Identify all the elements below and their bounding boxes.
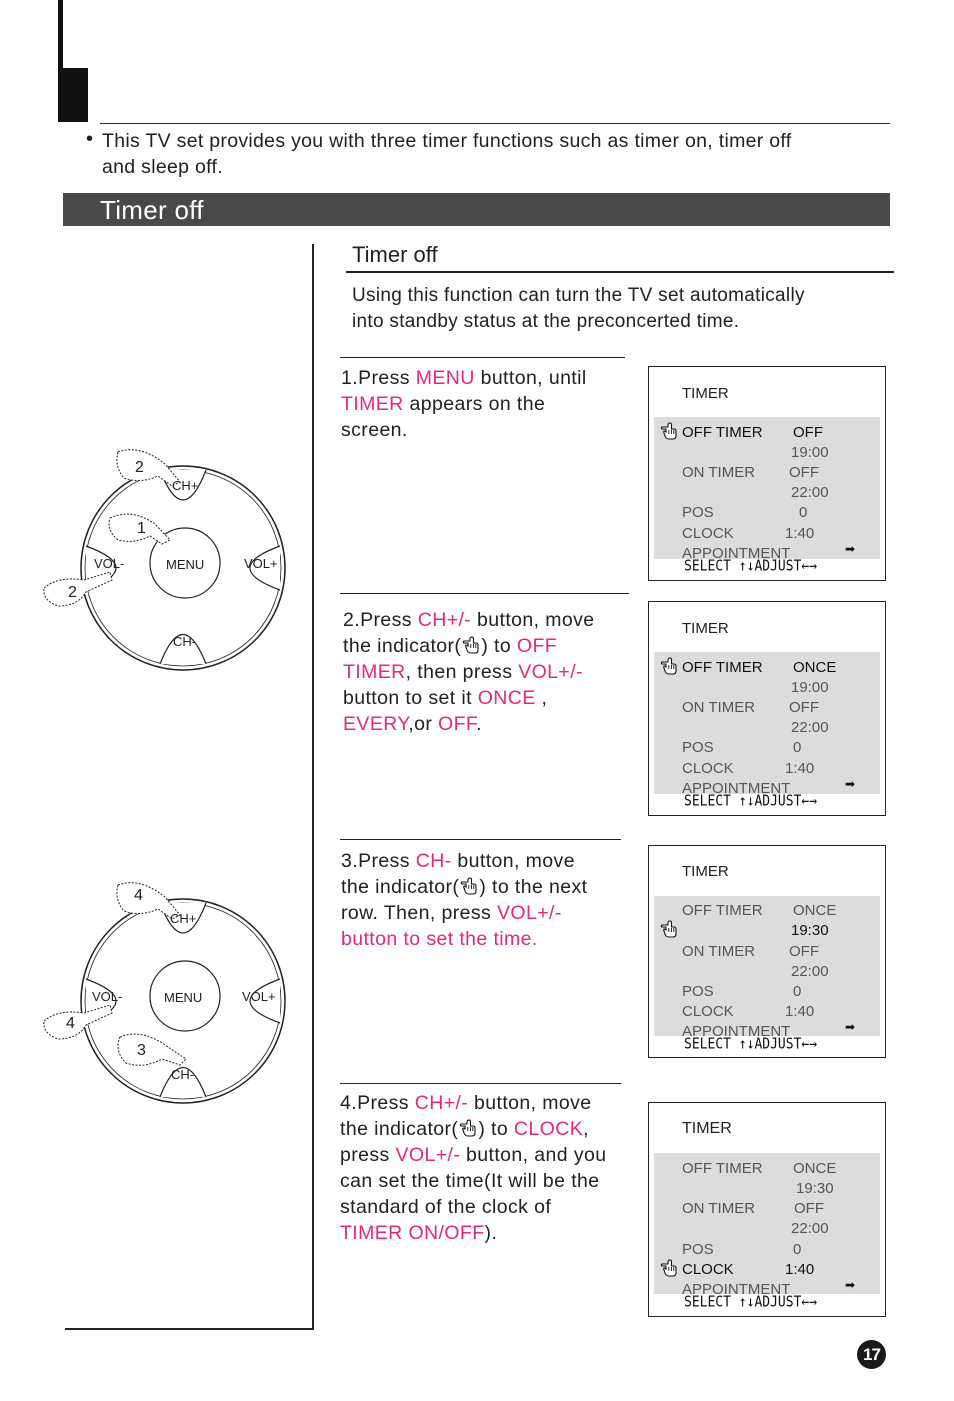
on-timer-time: 22:00 [791,963,829,980]
on-timer-value: OFF [789,699,819,716]
timer-menu-panel-4 [648,1102,886,1317]
panel-footer: SELECT ↑↓ADJUST←→ [684,557,818,576]
remote-ch-plus[interactable]: CH+ [170,911,197,926]
section-title: Timer off [352,242,438,267]
on-timer-time: 22:00 [791,719,829,736]
remote-vol-minus[interactable]: VOL- [92,989,123,1004]
arrow-right-icon: ➡ [845,542,856,556]
remote-marker: 4 [66,1015,75,1032]
arrow-right-icon: ➡ [845,1278,856,1292]
pos-value: 0 [793,739,802,756]
page-number: 17 [863,1345,880,1364]
section-desc-line-1: Using this function can turn the TV set automatically [352,285,805,306]
section-desc-line-2: into standby status at the preconcerted time. [352,311,740,332]
off-timer-value: ONCE [793,902,837,919]
arrow-right-icon: ➡ [845,1020,856,1034]
step-2-text: 2.Press CH+/- button, move the indicator( ) to OFF TIMER, then press VOL+/- button to set it ONCE , EVERY,or OFF. [343,609,595,735]
step-4-rule [340,1083,621,1084]
clock-label: CLOCK [682,525,734,542]
on-timer-label: ON TIMER [682,1200,756,1217]
remote-ch-minus[interactable]: CH- [173,634,197,649]
remote-marker: 2 [68,584,77,601]
off-timer-label: OFF TIMER [682,424,763,441]
on-timer-label: ON TIMER [682,943,756,960]
on-timer-label: ON TIMER [682,464,756,481]
remote-marker: 4 [134,887,143,904]
pos-label: POS [682,983,714,1000]
intro-line-1: This TV set provides you with three timer functions such as timer on, timer off [102,130,792,152]
off-timer-value: OFF [793,424,823,441]
corner-tab-notch [63,0,88,68]
pointer-hand-icon [458,1118,478,1138]
pointer-hand-icon [659,656,679,676]
remote-marker: 3 [137,1042,146,1059]
column-divider [312,244,314,1329]
on-timer-time: 22:00 [791,484,829,501]
pointer-hand-icon [461,635,481,655]
panel-title: TIMER [682,1120,732,1137]
off-timer-label: OFF TIMER [682,902,763,919]
pos-label: POS [682,504,714,521]
clock-label: CLOCK [682,1261,734,1278]
on-timer-value: OFF [794,1200,824,1217]
clock-value: 1:40 [785,525,815,542]
step-3-text: 3.Press CH- button, move the indicator( ) to the next row. Then, press VOL+/- button to set the time. [341,850,588,950]
pointer-hand-icon [659,421,679,441]
remote-menu[interactable]: MENU [166,557,205,572]
timer-menu-panel-3 [648,845,886,1058]
off-timer-time: 19:30 [796,1180,834,1197]
pos-value: 0 [793,983,802,1000]
pos-value: 0 [799,504,808,521]
panel-footer: SELECT ↑↓ADJUST←→ [684,1035,818,1054]
on-timer-label: ON TIMER [682,699,756,716]
on-timer-time: 22:00 [791,1220,829,1237]
bottom-rule [65,1328,314,1330]
pointer-hand-icon [659,1258,679,1278]
remote-vol-plus[interactable]: VOL+ [244,556,278,571]
pos-label: POS [682,1241,714,1258]
on-timer-value: OFF [789,943,819,960]
step-2-rule [340,593,629,594]
appointment-label: APPOINTMENT [682,545,791,562]
step-3-rule [340,839,621,840]
off-timer-time: 19:30 [791,922,829,939]
pointer-hand-icon [659,919,679,939]
step-4-text: 4.Press CH+/- button, move the indicator( ) to CLOCK, press VOL+/- button, and you can set the time(It will be the standard of the clock of TIMER ON/OFF). [340,1092,607,1244]
panel-title: TIMER [682,863,729,880]
pointer-hand-icon [459,876,479,896]
remote-ch-minus[interactable]: CH- [171,1067,195,1082]
pos-value: 0 [793,1241,802,1258]
remote-vol-plus[interactable]: VOL+ [242,989,276,1004]
remote-ch-plus[interactable]: CH+ [172,478,199,493]
appointment-label: APPOINTMENT [682,1023,791,1040]
header-rule [100,123,890,124]
off-timer-value: ONCE [793,1160,837,1177]
clock-value: 1:40 [785,1261,815,1278]
off-timer-time: 19:00 [791,679,829,696]
step-1-text: 1.Press MENU button, until TIMER appears on the screen. [341,367,587,441]
remote-marker: 2 [135,459,144,476]
panel-footer: SELECT ↑↓ADJUST←→ [684,1293,818,1312]
on-timer-value: OFF [789,464,819,481]
off-timer-label: OFF TIMER [682,1160,763,1177]
panel-title: TIMER [682,620,729,637]
remote-marker: 1 [137,520,146,537]
pos-label: POS [682,739,714,756]
clock-value: 1:40 [785,1003,815,1020]
appointment-label: APPOINTMENT [682,1281,791,1298]
clock-value: 1:40 [785,760,815,777]
banner-title: Timer off [100,195,204,225]
timer-menu-panel-2 [648,601,886,816]
section-title-rule [346,271,894,273]
step-1-rule [340,357,625,358]
intro-bullet: • [86,128,94,150]
off-timer-value: ONCE [793,659,837,676]
remote-menu[interactable]: MENU [164,990,203,1005]
panel-title: TIMER [682,385,729,402]
clock-label: CLOCK [682,1003,734,1020]
intro-line-2: and sleep off. [102,156,223,178]
panel-footer: SELECT ↑↓ADJUST←→ [684,792,818,811]
remote-vol-minus[interactable]: VOL- [94,556,125,571]
timer-menu-panel-1 [648,366,886,581]
clock-label: CLOCK [682,760,734,777]
off-timer-label: OFF TIMER [682,659,763,676]
appointment-label: APPOINTMENT [682,780,791,797]
arrow-right-icon: ➡ [845,777,856,791]
off-timer-time: 19:00 [791,444,829,461]
